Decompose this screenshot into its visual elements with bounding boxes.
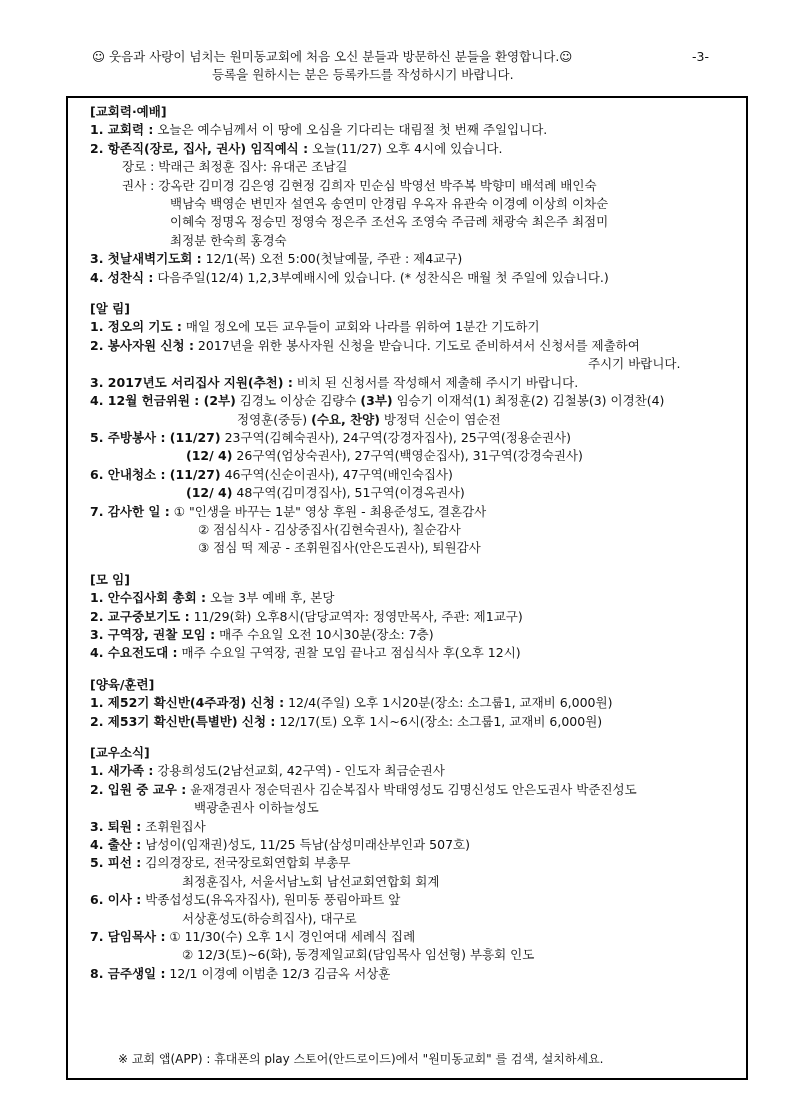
item-key: 7. 담임목사 : [90,929,166,945]
item-text: 12/4(주일) 오후 1시20분(장소: 소그룹1, 교재비 6,000원) [284,695,613,711]
section-title-meeting: [모 임] [90,571,130,587]
item-key: 4. 수요전도대 : [90,645,178,661]
item-key: 2. 교구중보기도 : [90,608,190,624]
section-meeting [90,571,740,663]
item-key: (12/ 4) [186,485,233,501]
item-text: 강용희성도(2남선교회, 42구역) - 인도자 최금순권사 [153,763,445,779]
notice-item-2-cont: 주시기 바랍니다. [588,356,681,372]
page-number: -3- [692,49,709,64]
item-text: 정영훈(중등) [237,411,312,427]
item-key: 7. 감사한 일 : [90,503,170,519]
notice-item-5-cont [90,447,740,465]
item-text: 김경노 이상순 김량수 [235,393,361,409]
section-title-notice: [알 림] [90,301,130,317]
item-text: 26구역(엄상숙권사), 27구역(백영순집사), 31구역(강경숙권사) [232,448,583,464]
item-key: 3. 퇴원 : [90,818,142,834]
members-item-2 [90,781,740,799]
item-key: 6. 안내청소 : (11/27) [90,466,221,482]
section-title-training: [양육/훈련] [90,676,155,692]
registration-line: 등록을 원하시는 분은 등록카드를 작성하시기 바랍니다. [212,67,514,82]
item-key: 1. 안수집사회 총회 : [90,590,207,606]
item-text: 매주 수요일 구역장, 권찰 모임 끝나고 점심식사 후(오후 12시) [177,645,521,661]
members-item-7 [90,928,740,946]
item-key: 1. 새가족 : [90,763,154,779]
members-item-6 [90,891,740,909]
item-key: 4. 12월 헌금위원 : (2부) [90,393,236,409]
members-item-3 [90,818,740,836]
members-item-1 [90,762,740,780]
training-item-1 [90,694,740,712]
item-text: 12/17(토) 오후 1시~6시(장소: 소그룹1, 교재비 6,000원) [275,713,603,729]
item-key: 2. 제53기 확신반(특별반) 신청 : [90,713,276,729]
item-key: 1. 교회력 : [90,122,154,138]
members-item-2-cont: 백광춘권사 이하늘성도 [194,800,319,816]
item-text: ① "인생을 바꾸는 1분" 영상 후원 - 최용준성도, 결혼감사 [169,503,487,519]
item-key: 2. 항존직(장로, 집사, 권사) 임직예식 : [90,140,309,156]
item-text: 비치 된 신청서를 작성해서 제출해 주시기 바랍니다. [292,374,579,390]
notice-item-3 [90,374,740,392]
members-item-5-cont: 최정훈집사, 서울서남노회 남선교회연합회 회계 [182,873,440,889]
item-key: 2. 입원 중 교우 : [90,781,187,797]
meeting-item-2 [90,608,740,626]
item-key: 3. 첫날새벽기도회 : [90,251,202,267]
item-key: 3. 구역장, 권찰 모임 : [90,626,216,642]
members-item-6-cont: 서상훈성도(하승희집사), 대구로 [182,910,357,926]
meeting-item-4 [90,644,740,662]
members-item-8 [90,965,740,983]
item-text: 23구역(김혜숙권사), 24구역(강경자집사), 25구역(정용순권사) [220,429,572,445]
item-key: 6. 이사 : [90,892,142,908]
item-key: (12/ 4) [186,448,233,464]
item-text: 윤재경권사 정순덕권사 김순복집사 박태영성도 김명신성도 안은도권사 박준진성도 [186,781,637,797]
kwonsa-line-2: 백남숙 백영순 변민자 설연옥 송연미 안경림 우옥자 유관숙 이경예 이상희 이차순 [170,196,609,212]
item-text: 48구역(김미경집사), 51구역(이경옥권사) [232,485,465,501]
meeting-item-3 [90,626,740,644]
notice-item-7-3: ③ 점심 떡 제공 - 조휘원집사(안은도권사), 퇴원감사 [198,540,481,556]
section-members [90,744,740,983]
item-text: 오늘은 예수님께서 이 땅에 오심을 기다리는 대림절 첫 번째 주일입니다. [153,122,548,138]
item-text: 12/1 이경예 이범춘 12/3 김금옥 서상훈 [165,965,391,981]
section-notice [90,300,740,558]
church-item-2 [90,140,740,158]
kwonsa-line-4: 최정분 한숙희 홍경숙 [170,232,287,248]
item-text: 방정덕 신순이 염순전 [379,411,501,427]
item-text: ① 11/30(수) 오후 1시 경인여대 세례식 집례 [165,929,416,945]
item-text: 김의경장로, 전국장로회연합회 부총무 [141,855,351,871]
members-item-5 [90,854,740,872]
item-key: (3부) [360,393,393,409]
meeting-item-1 [90,589,740,607]
notice-item-4-cont [90,411,740,429]
notice-item-1 [90,318,740,336]
section-title-members: [교우소식] [90,745,150,760]
item-key: (수요, 찬양) [311,411,380,427]
item-text: 매주 수요일 오전 10시30분(장소: 7층) [215,626,434,642]
item-text: 46구역(신순이권사), 47구역(배인숙집사) [220,466,453,482]
training-item-2 [90,713,740,731]
kwonsa-line-3: 이혜숙 정명옥 정승민 정영숙 정은주 조선옥 조영숙 주금례 채광숙 최은주 최점미 [170,214,609,230]
section-training [90,676,740,731]
item-key: 5. 주방봉사 : (11/27) [90,429,221,445]
notice-item-4 [90,392,740,410]
members-item-4 [90,836,740,854]
notice-item-5 [90,429,740,447]
item-text: 오늘 3부 예배 후, 본당 [206,590,335,606]
item-text: 매일 정오에 모든 교우들이 교회와 나라를 위하여 1분간 기도하기 [181,319,540,335]
notice-item-6-cont [90,484,740,502]
section-title-church: [교회력·예배] [90,104,167,119]
item-text: 12/1(목) 오전 5:00(첫날예물, 주관 : 제4교구) [201,251,463,267]
church-item-3 [90,250,740,268]
item-text: 남성이(임재권)성도, 11/25 득남(삼성미래산부인과 507호) [141,837,470,853]
item-key: 4. 성찬식 : [90,269,154,285]
elders-line: 장로 : 박래근 최정훈 집사: 유대곤 조남길 [122,159,348,175]
notice-item-7-2: ② 점심식사 - 김상중집사(김현숙권사), 칠순감사 [198,521,461,537]
item-key: 8. 금주생일 : [90,965,166,981]
app-footer-note: ※ 교회 앱(APP) : 휴대폰의 play 스토어(안드로이드)에서 "원미동교회" 를 검색, 설치하세요. [118,1052,604,1066]
notice-item-7 [90,503,740,521]
notice-item-2 [90,337,740,355]
bulletin-content [90,103,740,983]
item-text: 2017년을 위한 봉사자원 신청을 받습니다. 기도로 준비하셔서 신청서를 제출하여 [193,337,640,353]
item-text: 오늘(11/27) 오후 4시에 있습니다. [308,140,503,156]
item-key: 1. 제52기 확신반(4주과정) 신청 : [90,695,285,711]
section-church [90,103,740,287]
item-text: 11/29(화) 오후8시(담당교역자: 정영만목사, 주관: 제1교구) [189,608,523,624]
item-key: 5. 피선 : [90,855,142,871]
item-text: 임승기 이재석(1) 최정훈(2) 김철봉(3) 이경찬(4) [392,393,665,409]
kwonsa-line-1: 권사 : 강옥란 김미경 김은영 김현정 김희자 민순심 박영선 박주복 박향미 배석례 배인숙 [122,177,597,193]
item-key: 2. 봉사자원 신청 : [90,337,194,353]
item-text: 다음주일(12/4) 1,2,3부예배시에 있습니다. (* 성찬식은 매월 첫 주일에 있습니다.) [153,269,609,285]
welcome-line: ☺ 웃음과 사랑이 넘치는 원미동교회에 처음 오신 분들과 방문하신 분들을 환영합니다.☺ [92,49,573,64]
members-item-7-cont: ② 12/3(토)~6(화), 동경제일교회(담임목사 임선형) 부흥회 인도 [182,947,535,963]
item-key: 1. 정오의 기도 : [90,319,182,335]
item-key: 4. 출산 : [90,837,142,853]
church-item-4 [90,269,740,287]
item-text: 박종섭성도(유옥자집사), 원미동 풍림아파트 앞 [141,892,401,908]
item-key: 3. 2017년도 서리집사 지원(추천) : [90,374,293,390]
item-text: 조휘원집사 [141,818,206,834]
notice-item-6 [90,466,740,484]
church-item-1 [90,121,740,139]
